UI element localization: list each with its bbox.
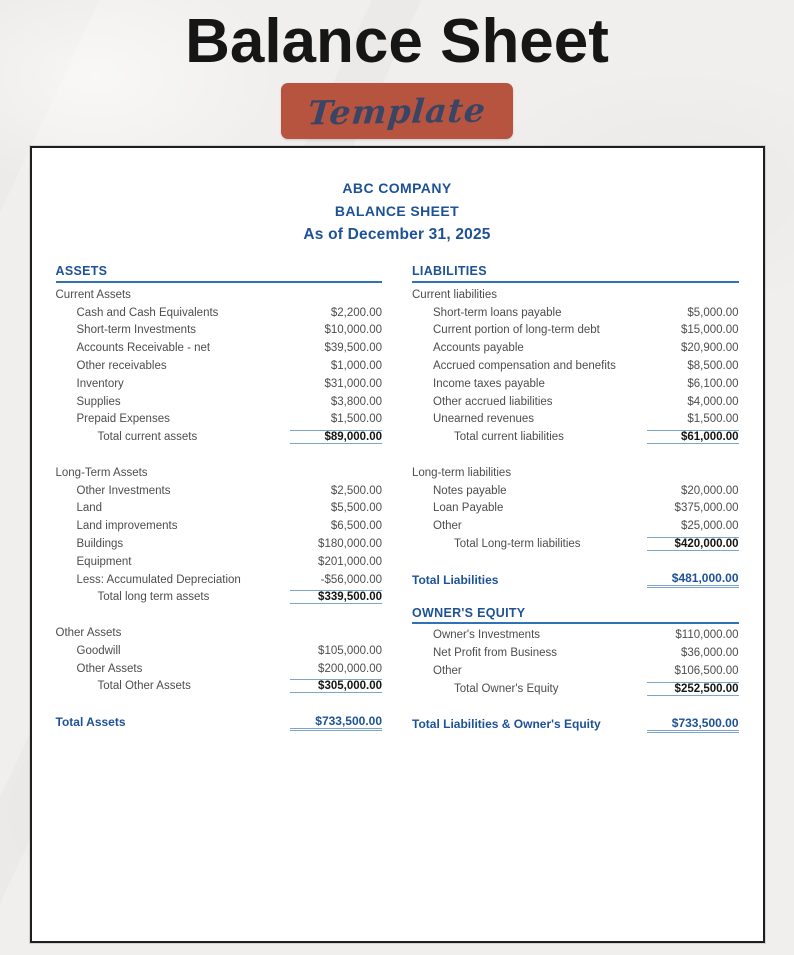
total-row: [412, 428, 739, 446]
balance-sheet-card: [30, 146, 765, 943]
spacer-row: [412, 698, 739, 716]
line-item-amount: $733,500.00: [647, 716, 739, 733]
line-item-amount: $89,000.00: [290, 430, 382, 444]
item-row: [412, 662, 739, 680]
line-item-amount: $106,500.00: [674, 664, 739, 677]
line-item-amount: $39,500.00: [324, 342, 382, 355]
line-item-amount: $4,000.00: [687, 395, 739, 408]
line-item-amount: $339,500.00: [290, 590, 382, 604]
line-item-amount: $6,500.00: [330, 520, 382, 533]
item-row: [412, 626, 739, 644]
item-row: [56, 553, 383, 571]
document-title: BALANCE SHEET: [334, 203, 460, 219]
line-item-label: Less: Accumulated Depreciation: [76, 573, 241, 586]
item-row: [412, 322, 739, 340]
item-row: [56, 500, 383, 518]
statement-columns: [56, 259, 739, 733]
line-item-amount: $1,500.00: [330, 413, 382, 426]
line-item-amount: $375,000.00: [674, 502, 739, 515]
item-row: [56, 660, 383, 678]
group-row: [56, 464, 383, 482]
line-item-amount: $733,500.00: [290, 714, 382, 731]
section-heading-label: LIABILITIES: [412, 264, 487, 278]
line-item-label: Cash and Cash Equivalents: [76, 306, 219, 319]
masthead: [0, 6, 794, 139]
line-item-label: Total current assets: [97, 431, 198, 444]
line-item-label: Total Other Assets: [97, 680, 191, 693]
item-row: [56, 411, 383, 429]
line-item-amount: $10,000.00: [324, 324, 382, 337]
line-item-label: Short-term Investments: [76, 324, 197, 337]
line-item-label: Total Owner's Equity: [454, 682, 559, 695]
line-item-label: Land improvements: [76, 520, 178, 533]
liabilities-equity-column: [412, 259, 739, 733]
template-badge: [281, 83, 513, 139]
line-item-label: Buildings: [76, 538, 124, 551]
item-row: [412, 411, 739, 429]
item-row: [56, 357, 383, 375]
line-item-amount: $25,000.00: [680, 520, 739, 533]
line-item-amount: $31,000.00: [324, 377, 382, 390]
line-item-amount: $1,000.00: [330, 360, 382, 373]
line-item-amount: $252,500.00: [647, 682, 739, 696]
line-item-amount: $180,000.00: [318, 538, 382, 551]
line-item-label: Other accrued liabilities: [433, 395, 553, 408]
line-item-label: Short-term loans payable: [433, 306, 562, 319]
item-row: [412, 304, 739, 322]
item-row: [56, 482, 383, 500]
line-item-label: Unearned revenues: [433, 413, 535, 426]
line-item-label: Loan Payable: [433, 502, 504, 515]
line-item-label: Income taxes payable: [433, 377, 545, 390]
line-item-label: Owner's Investments: [433, 629, 541, 642]
item-row: [56, 304, 383, 322]
line-item-label: Total Liabilities & Owner's Equity: [412, 717, 601, 732]
template-badge-label: Template: [306, 89, 488, 133]
line-item-amount: $6,100.00: [687, 377, 739, 390]
page-background: [0, 6, 794, 943]
grand-row: [412, 715, 739, 733]
line-item-amount: $105,000.00: [318, 644, 382, 657]
line-item-label: Other receivables: [76, 360, 167, 373]
total-row: [56, 678, 383, 696]
line-item-amount: $5,000.00: [687, 306, 739, 319]
spacer-row: [56, 606, 383, 624]
line-item-amount: $420,000.00: [647, 537, 739, 551]
line-item-amount: $15,000.00: [680, 324, 739, 337]
line-item-amount: $20,900.00: [680, 342, 739, 355]
line-item-label: Total Assets: [55, 715, 126, 730]
line-item-label: Other: [433, 664, 462, 677]
company-name: ABC COMPANY: [342, 180, 452, 196]
page-title: Balance Sheet: [185, 7, 609, 76]
item-row: [56, 339, 383, 357]
total-row: [56, 589, 383, 607]
line-item-amount: $305,000.00: [290, 679, 382, 693]
document-header: [56, 177, 739, 246]
spacer-row: [412, 553, 739, 571]
line-item-amount: $61,000.00: [647, 430, 739, 444]
line-item-label: Long-Term Assets: [55, 466, 148, 479]
line-item-label: Land: [76, 502, 103, 515]
line-item-label: Total current liabilities: [454, 431, 564, 444]
line-item-label: Notes payable: [433, 484, 507, 497]
line-item-label: Total Long-term liabilities: [454, 538, 581, 551]
group-row: [412, 464, 739, 482]
group-row: [412, 286, 739, 304]
item-row: [412, 517, 739, 535]
line-item-amount: $3,800.00: [330, 395, 382, 408]
line-item-amount: $1,500.00: [687, 413, 739, 426]
item-row: [56, 642, 383, 660]
line-item-label: Other: [433, 520, 462, 533]
line-item-amount: $2,500.00: [330, 484, 382, 497]
total-row: [56, 428, 383, 446]
line-item-label: Inventory: [76, 377, 124, 390]
item-row: [56, 375, 383, 393]
grand-row: [412, 571, 739, 589]
item-row: [56, 535, 383, 553]
spacer-row: [412, 446, 739, 464]
line-item-label: Goodwill: [76, 644, 121, 657]
spacer-row: [56, 695, 383, 713]
group-row: [56, 286, 383, 304]
line-item-amount: $8,500.00: [687, 360, 739, 373]
line-item-amount: $2,200.00: [330, 306, 382, 319]
line-item-amount: $110,000.00: [675, 629, 739, 642]
section-heading-label: ASSETS: [55, 264, 108, 278]
line-item-label: Accrued compensation and benefits: [433, 360, 616, 373]
total-row: [412, 535, 739, 553]
line-item-label: Net Profit from Business: [433, 647, 557, 660]
line-item-amount: $481,000.00: [647, 571, 739, 588]
item-row: [412, 500, 739, 518]
line-item-amount: $200,000.00: [318, 662, 382, 675]
line-item-label: Total Liabilities: [412, 572, 499, 587]
line-item-label: Other Assets: [55, 627, 122, 640]
section-heading: [56, 259, 383, 283]
spacer-row: [412, 589, 739, 607]
line-item-label: Prepaid Expenses: [76, 413, 170, 426]
statement-date: As of December 31, 2025: [303, 226, 491, 243]
line-item-label: Other Assets: [76, 662, 143, 675]
item-row: [412, 644, 739, 662]
group-row: [56, 624, 383, 642]
line-item-amount: $5,500.00: [330, 502, 382, 515]
line-item-label: Equipment: [76, 555, 132, 568]
item-row: [412, 357, 739, 375]
grand-row: [56, 713, 383, 731]
line-item-label: Total long term assets: [97, 591, 210, 604]
item-row: [56, 571, 383, 589]
total-row: [412, 680, 739, 698]
item-row: [412, 393, 739, 411]
line-item-amount: $201,000.00: [318, 555, 382, 568]
item-row: [412, 482, 739, 500]
section-heading: [412, 606, 739, 624]
line-item-label: Current portion of long-term debt: [433, 324, 600, 337]
line-item-label: Other Investments: [76, 484, 171, 497]
item-row: [56, 517, 383, 535]
section-heading: [412, 259, 739, 283]
line-item-label: Accounts Receivable - net: [76, 342, 211, 355]
line-item-label: Long-term liabilities: [412, 466, 512, 479]
line-item-amount: $20,000.00: [680, 484, 739, 497]
line-item-amount: $36,000.00: [680, 647, 739, 660]
item-row: [56, 322, 383, 340]
line-item-label: Current Assets: [55, 288, 131, 301]
spacer-row: [56, 446, 383, 464]
section-heading-label: OWNER'S EQUITY: [412, 606, 526, 621]
item-row: [56, 393, 383, 411]
line-item-label: Supplies: [76, 395, 121, 408]
line-item-label: Accounts payable: [433, 342, 524, 355]
item-row: [412, 375, 739, 393]
line-item-label: Current liabilities: [412, 288, 498, 301]
line-item-amount: -$56,000.00: [320, 573, 382, 586]
item-row: [412, 339, 739, 357]
assets-column: [56, 259, 383, 733]
